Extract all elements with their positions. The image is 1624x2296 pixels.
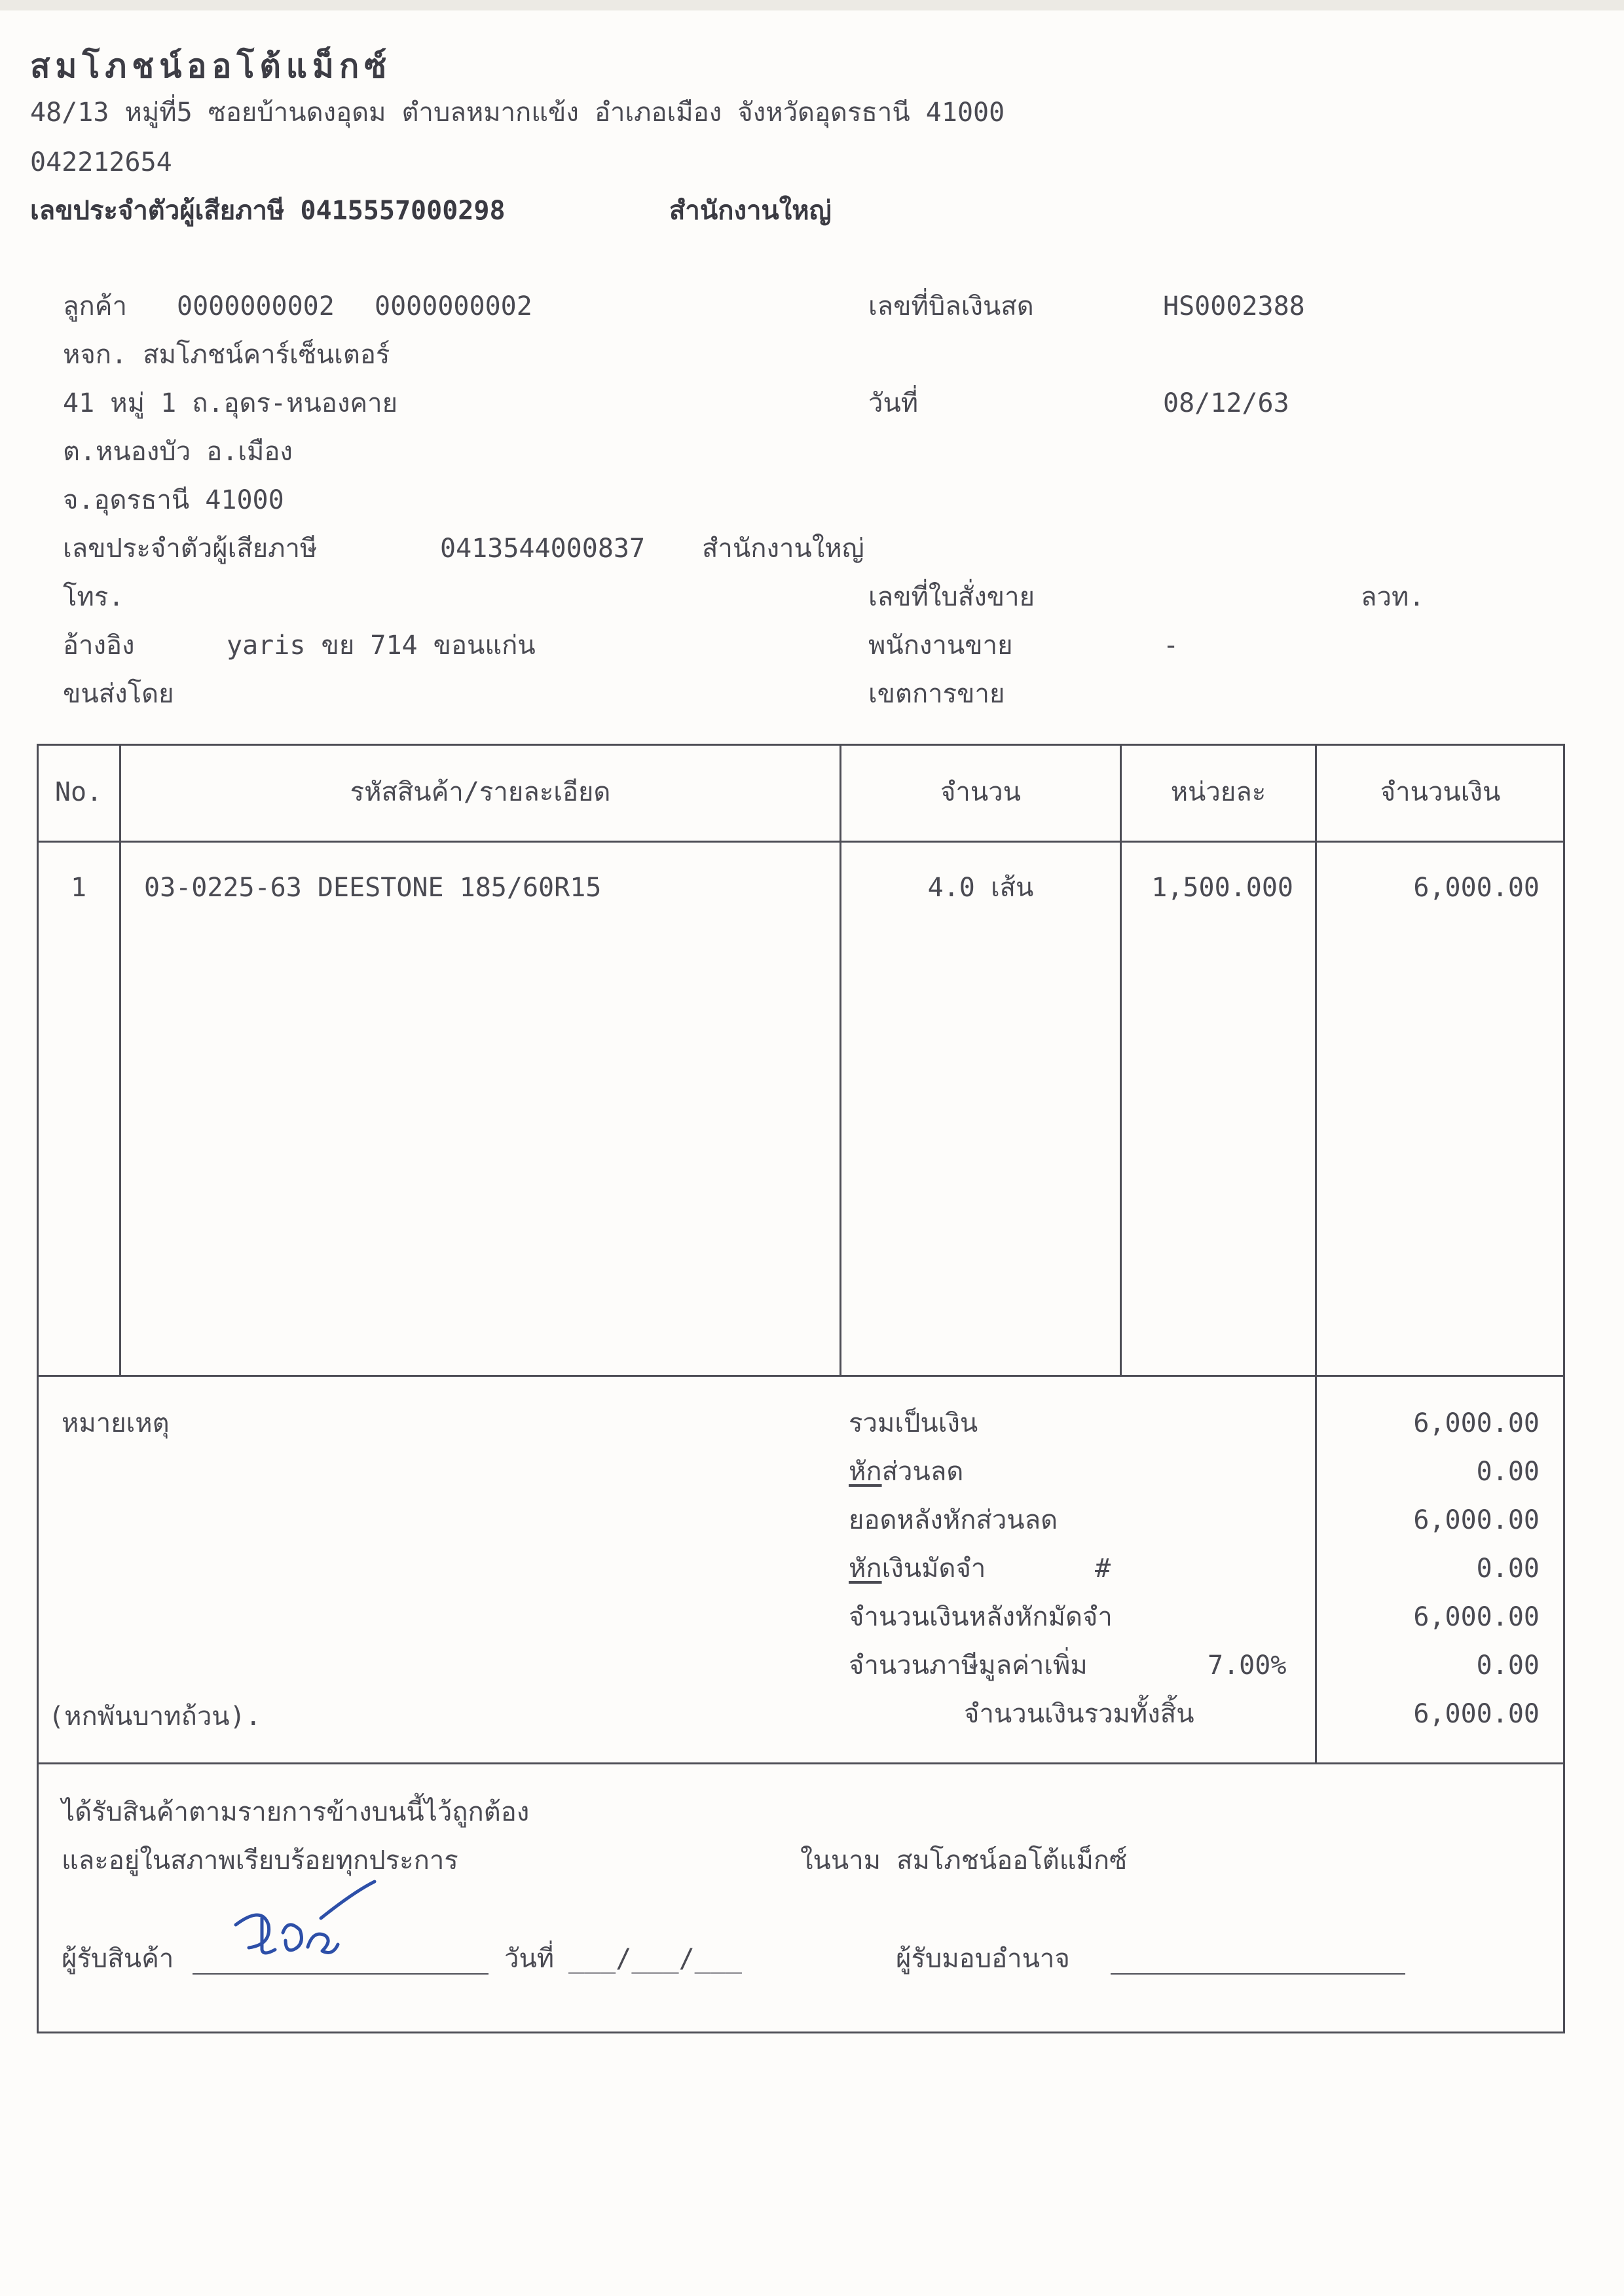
scan-top-edge [0, 0, 1624, 10]
col-divider-1 [119, 744, 121, 1376]
customer-code-1: 0000000002 [177, 291, 335, 321]
salesperson-value: - [1163, 630, 1179, 661]
row-1-quantity: 4.0 เส้น [927, 873, 1034, 903]
col-header-unit-price: หน่วยละ [1170, 777, 1266, 807]
customer-tax-id: 0413544000837 [440, 534, 646, 564]
col-header-product: รหัสสินค้า/รายละเอียด [350, 777, 611, 807]
customer-address-2: ต.หนองบัว อ.เมือง [63, 437, 293, 467]
on-behalf-of: ในนาม สมโภชน์ออโต้แม็กซ์ [800, 1846, 1128, 1876]
invoice-table-frame [37, 744, 1565, 2033]
customer-code-2: 0000000002 [375, 291, 532, 321]
receive-date-blank: ___/___/___ [568, 1944, 742, 1974]
col-header-no: No. [54, 777, 103, 807]
deposit-value: 0.00 [1476, 1554, 1540, 1584]
subtotal-label: รวมเป็นเงิน [849, 1408, 978, 1438]
vat-label: จำนวนภาษีมูลค่าเพิ่ม [849, 1650, 1088, 1681]
authorized-signature-line [1111, 1973, 1405, 1975]
seller-phone: 042212654 [30, 147, 172, 177]
vat-rate: 7.00% [1208, 1650, 1287, 1681]
row-1-unit-price: 1,500.000 [1151, 873, 1293, 903]
customer-address-1: 41 หมู่ 1 ถ.อุดร-หนองคาย [63, 388, 398, 418]
col-divider-2 [840, 744, 841, 1376]
after-discount-label: ยอดหลังหักส่วนลด [849, 1505, 1058, 1535]
customer-tax-id-label: เลขประจำตัวผู้เสียภาษี [63, 534, 318, 564]
seller-address: 48/13 หมู่ที่5 ซอยบ้านดงอุดม ตำบลหมากแข้ง อำเภอเมือง จังหวัดอุดรธานี 41000 [30, 98, 1005, 128]
discount-value: 0.00 [1476, 1457, 1540, 1487]
authorized-label: ผู้รับมอบอำนาจ [896, 1944, 1070, 1974]
discount-label: หักส่วนลด [849, 1457, 964, 1487]
grand-total-value: 6,000.00 [1413, 1699, 1540, 1729]
customer-branch: สำนักงานใหญ่ [702, 534, 864, 564]
customer-name: หจก. สมโภชน์คาร์เซ็นเตอร์ [63, 340, 390, 370]
sales-order-label: เลขที่ใบสั่งขาย [868, 582, 1035, 612]
sales-area-label: เขตการขาย [868, 679, 1005, 709]
subtotal-value: 6,000.00 [1413, 1408, 1540, 1438]
row-1-product: 03-0225-63 DEESTONE 185/60R15 [144, 873, 602, 903]
receiver-label: ผู้รับสินค้า [62, 1944, 174, 1974]
customer-phone-label: โทร. [63, 582, 124, 612]
col-header-amount: จำนวนเงิน [1380, 777, 1501, 807]
customer-address-3: จ.อุดรธานี 41000 [63, 485, 284, 515]
received-statement-1: ได้รับสินค้าตามรายการข้างบนนี้ไว้ถูกต้อง [62, 1797, 530, 1827]
receiver-signature [223, 1872, 393, 1977]
customer-label: ลูกค้า [63, 291, 127, 321]
bill-number-label: เลขที่บิลเงินสด [868, 291, 1034, 321]
after-deposit-label: จำนวนเงินหลังหักมัดจำ [849, 1602, 1113, 1632]
bill-number: HS0002388 [1163, 291, 1305, 321]
row-1-amount: 6,000.00 [1413, 873, 1540, 903]
bill-date-label: วันที่ [868, 388, 919, 418]
received-statement-2: และอยู่ในสภาพเรียบร้อยทุกประการ [62, 1846, 458, 1876]
seller-branch: สำนักงานใหญ่ [669, 196, 832, 226]
seller-tax-id: เลขประจำตัวผู้เสียภาษี 0415557000298 [30, 196, 506, 226]
reference-label: อ้างอิง [63, 630, 135, 661]
receive-date-label: วันที่ [504, 1944, 555, 1974]
amount-in-words: (หกพันบาทถ้วน). [48, 1702, 261, 1732]
salesperson-label: พนักงานขาย [868, 630, 1013, 661]
seller-name: สมโภชน์ออโต้แม็กซ์ [30, 47, 392, 85]
col-header-quantity: จำนวน [940, 777, 1022, 807]
shipping-label: ขนส่งโดย [63, 679, 174, 709]
summary-bottom [37, 1762, 1565, 1764]
after-deposit-value: 6,000.00 [1413, 1602, 1540, 1632]
reference-value: yaris ขย 714 ขอนแก่น [227, 630, 536, 661]
bill-date: 08/12/63 [1163, 388, 1289, 418]
deposit-label: หักเงินมัดจำ [849, 1554, 986, 1584]
grand-total-label: จำนวนเงินรวมทั้งสิ้น [964, 1699, 1194, 1729]
remark-label: หมายเหตุ [62, 1408, 170, 1438]
row-1-no: 1 [70, 873, 87, 903]
deposit-hash: # [1095, 1554, 1111, 1584]
table-header-divider [37, 841, 1565, 843]
after-discount-value: 6,000.00 [1413, 1505, 1540, 1535]
table-body-bottom [37, 1375, 1565, 1377]
vat-value: 0.00 [1476, 1650, 1540, 1681]
col-divider-3 [1120, 744, 1122, 1376]
sales-order-extra: ลวท. [1361, 582, 1425, 612]
